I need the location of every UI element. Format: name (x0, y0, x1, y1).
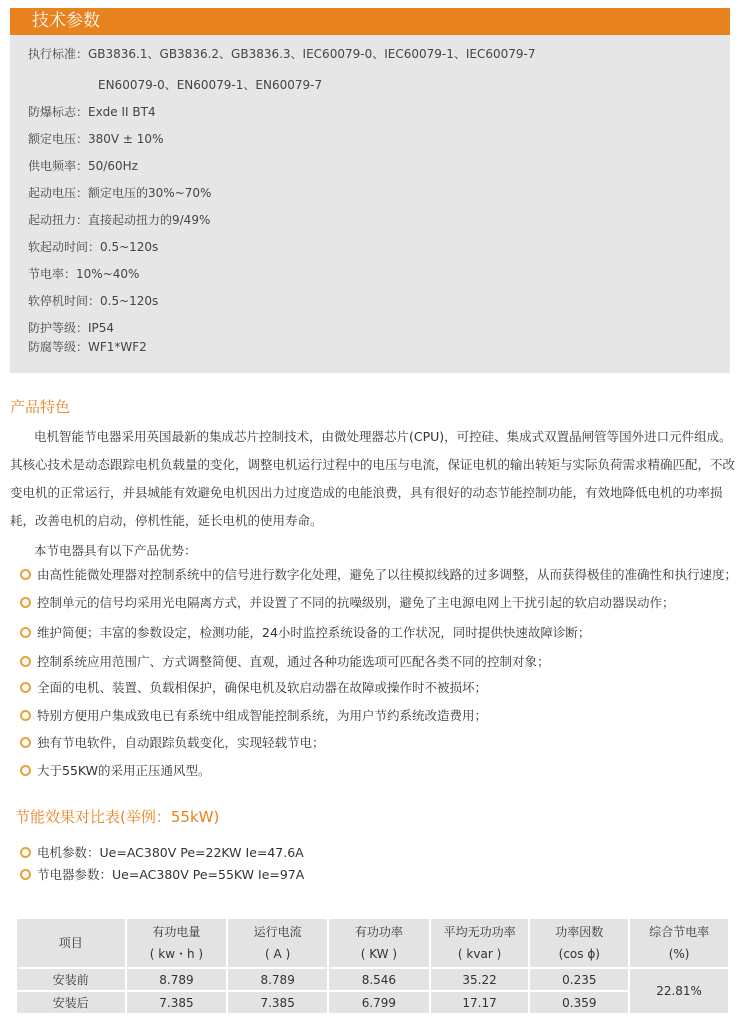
cell: 安装前 (16, 968, 126, 991)
spec-row: 防爆标志：Exde II BT4 (28, 105, 156, 119)
feature-bullet: 由高性能微处理器对控制系统中的信号进行数字化处理，避免了以往模拟线路的过多调整，从而获得极佳的准确性和执行速度； (20, 565, 737, 583)
total-saving-cell: 22.81% (629, 968, 729, 1014)
feature-bullet: 全面的电机、装置、负载相保护，确保电机及软启动器在故障或操作时不被损坏； (20, 678, 487, 696)
spec-row: 节电率：10%~40% (28, 267, 140, 281)
features-intro: 本节电器具有以下产品优势： (34, 543, 197, 558)
feature-bullet: 独有节电软件，自动跟踪负载变化，实现轻载节电； (20, 733, 325, 751)
header-cell: 有功功率 ( KW ) (328, 918, 430, 968)
cell: 7.385 (227, 991, 328, 1014)
cell: 35.22 (430, 968, 530, 991)
comparison-table (15, 917, 730, 1015)
spec-row: 额定电压：380V ± 10% (28, 132, 164, 146)
header-cell: 有功电量 ( kw・h ) (126, 918, 228, 968)
feature-bullet: 维护简便；丰富的参数设定，检测功能，24小时监控系统设备的工作状况，同时提供快速故障诊断； (20, 623, 590, 641)
ring-bullet-icon (20, 869, 31, 880)
cell: 0.359 (529, 991, 629, 1014)
spec-row: 供电频率：50/60Hz (28, 159, 138, 173)
cell: 8.789 (227, 968, 328, 991)
table-row (16, 968, 729, 991)
spec-row: 起动电压：额定电压的30%~70% (28, 186, 212, 200)
cell: 8.789 (126, 968, 228, 991)
header-cell: 平均无功功率 ( kvar ) (430, 918, 530, 968)
ring-bullet-icon (20, 737, 31, 748)
cell: 0.235 (529, 968, 629, 991)
ring-bullet-icon (20, 627, 31, 638)
spec-row: 软起动时间：0.5~120s (28, 240, 159, 254)
spec-header: 技术参数 (10, 8, 730, 35)
ring-bullet-icon (20, 682, 31, 693)
cell: 7.385 (126, 991, 228, 1014)
feature-bullet: 大于55KW的采用正压通风型。 (20, 761, 211, 779)
param-line: 电机参数：Ue=AC380V Pe=22KW Ie=47.6A (20, 843, 304, 861)
header-cell: 项目 (16, 918, 126, 968)
spec-row: 软停机时间：0.5~120s (28, 294, 159, 308)
ring-bullet-icon (20, 656, 31, 667)
feature-bullet: 特别方便用户集成致电已有系统中组成智能控制系统，为用户节约系统改造费用； (20, 706, 487, 724)
spec-row: EN60079-0、EN60079-1、EN60079-7 (98, 78, 323, 92)
ring-bullet-icon (20, 569, 31, 580)
cell: 17.17 (430, 991, 530, 1014)
cell: 8.546 (328, 968, 430, 991)
header-cell: 运行电流 ( A ) (227, 918, 328, 968)
header-cell: 功率因数 (cos ϕ) (529, 918, 629, 968)
ring-bullet-icon (20, 847, 31, 858)
table-header-row (16, 918, 729, 968)
feature-bullet: 控制系统应用范围广、方式调整简便、直观，通过各种功能选项可匹配各类不同的控制对象； (20, 652, 550, 670)
spec-row: 起动扭力：直接起动扭力的9/49% (28, 213, 211, 227)
param-line: 节电器参数：Ue=AC380V Pe=55KW Ie=97A (20, 865, 304, 883)
header-cell: 综合节电率 (%) (629, 918, 729, 968)
compare-title: 节能效果对比表(举例：55kW) (15, 808, 220, 826)
feature-bullet: 控制单元的信号均采用光电隔离方式，并设置了不同的抗噪级别，避免了主电源电网上干扰引起的软启动器误动作； (20, 593, 675, 611)
spec-row: 防护等级：IP54 (28, 321, 115, 335)
spec-row: 执行标准：GB3836.1、GB3836.2、GB3836.3、IEC60079-0、IEC60079-1、IEC60079-7 (28, 47, 536, 61)
table-row (16, 991, 729, 1014)
cell: 安装后 (16, 991, 126, 1014)
spec-row: 防腐等级：WF1*WF2 (28, 340, 147, 354)
ring-bullet-icon (20, 597, 31, 608)
features-paragraph: 电机智能节电器采用英国最新的集成芯片控制技术，由微处理器芯片(CPU)，可控硅、集成式双置晶闸管等国外进口元件组成。其核心技术是动态跟踪电机负载量的变化，调整电机运行过程中的电压与电流，保证电机的输出转矩与实际负荷需求精确匹配，不改变电机的正常运行，并县城能有效避免电机因出力过度造成的电能浪费，具有很好的动态节能控制功能，有效地降低电机的功率损耗，改善电机的启动，停机性能，延长电机的使用寿命。 (10, 429, 736, 528)
features-title: 产品特色 (10, 398, 71, 416)
ring-bullet-icon (20, 710, 31, 721)
ring-bullet-icon (20, 765, 31, 776)
cell: 6.799 (328, 991, 430, 1014)
